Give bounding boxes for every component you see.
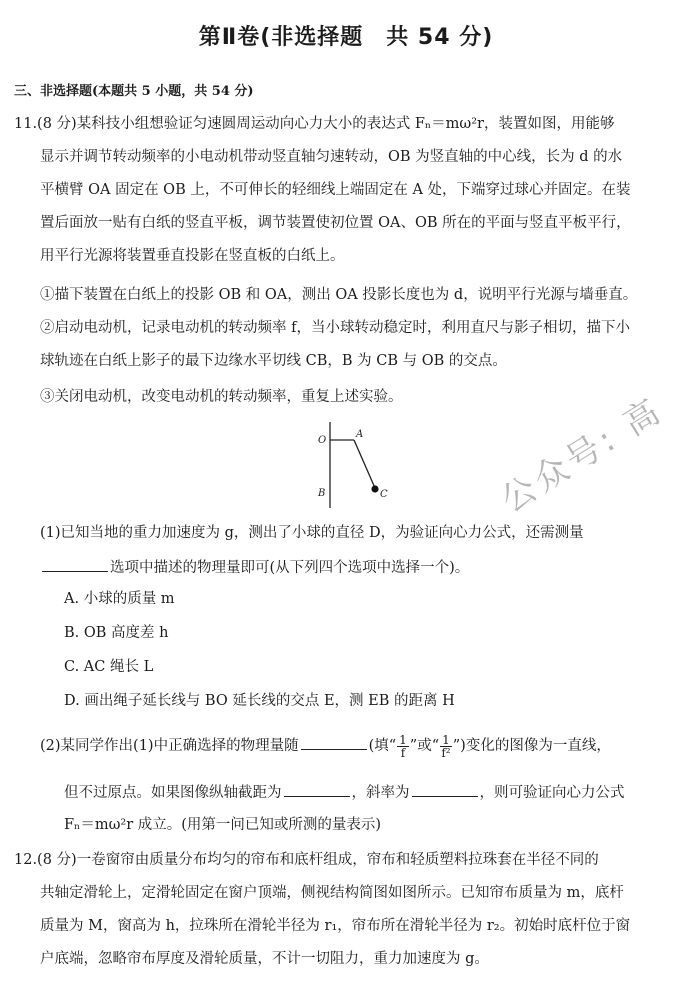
part-title: 第Ⅱ卷(非选择题 共 54 分)	[198, 25, 494, 50]
label-a: A	[356, 429, 364, 440]
answer-blank-4[interactable]	[412, 784, 478, 797]
section-heading: 三、非选择题(本题共 5 小题，共 54 分)	[14, 84, 254, 99]
ball	[371, 485, 378, 492]
option-b: B. OB 高度差 h	[64, 625, 169, 641]
label-b: B	[318, 488, 326, 499]
label-o: O	[318, 435, 327, 446]
fraction-1-over-f: $\frac{1}{f}$	[399, 732, 407, 760]
q12-line-4: 户底端，忽略帘布厚度及滑轮质量，不计一切阻力，重力加速度为 g。	[40, 951, 489, 967]
option-c: C. AC 绳长 L	[64, 659, 154, 675]
q11-sub2-line-1: (2)某同学作出(1)中正确选择的物理量随 (填“ $\frac{1}{f}$ ”或“ $\frac{1}{\text{f²}}$ ”)变化的图像为一直线，	[40, 732, 611, 760]
q12-line-3: 质量为 M，窗高为 h，拉珠所在滑轮半径为 r₁，帘布所在滑轮半径为 r₂。初始时底杆位于窗	[40, 918, 631, 934]
option-d: D. 画出绳子延长线与 BO 延长线的交点 E，测 EB 的距离 H	[64, 693, 455, 709]
q11-sub2-line-2: 但不过原点。如果图像纵轴截距为 ，斜率为 ，则可验证向心力公式	[64, 785, 625, 801]
q11-line-5: 用平行光源将装置垂直投影在竖直板的白纸上。	[40, 248, 345, 264]
q12-line-2: 共轴定滑轮上，定滑轮固定在窗户顶端，侧视结构简图如图所示。已知帘布质量为 m，底杆	[40, 885, 624, 901]
q11-line-3: 平横臂 OA 固定在 OB 上，不可伸长的轻细线上端固定在 A 处，下端穿过球心并固定。在装	[40, 182, 631, 198]
q11-line-2: 显示并调节转动频率的小电动机带动竖直轴匀速转动，OB 为竖直轴的中心线，长为 d 的水	[40, 149, 623, 165]
answer-blank-2[interactable]	[301, 737, 367, 750]
q11-line-1: 11.(8 分)某科技小组想验证匀速圆周运动向心力大小的表达式 Fₙ＝mω²r，装置如图，用能够	[14, 116, 615, 132]
q11-line-4: 置后面放一贴有白纸的竖直平板，调节装置使初位置 OA、OB 所在的平面与竖直平板平行，	[40, 215, 631, 231]
q11-sub1-line-2: 选项中描述的物理量即可(从下列四个选项中选择一个)。	[40, 559, 680, 576]
q11-step-2-cont: 球轨迹在白纸上影子的最下边缘水平切线 CB，B 为 CB 与 OB 的交点。	[40, 353, 507, 369]
q11-step-1: ①描下装置在白纸上的投影 OB 和 OA，测出 OA 投影长度也为 d，说明平行光源与墙垂直。	[40, 287, 638, 303]
string-ac	[354, 440, 375, 488]
answer-blank-3[interactable]	[284, 784, 350, 797]
option-a: A. 小球的质量 m	[64, 591, 175, 607]
apparatus-figure	[310, 420, 400, 510]
watermark: 公众号: 高	[494, 390, 671, 521]
q11-sub1-line-1: (1)已知当地的重力加速度为 g，测出了小球的直径 D，为验证向心力公式，还需测量	[40, 525, 584, 541]
fraction-1-over-f2: $\frac{1}{\text{f²}}$	[441, 732, 451, 760]
q11-sub2-line-3: Fₙ＝mω²r 成立。(用第一问已知或所测的量表示)	[64, 817, 382, 833]
answer-blank-1[interactable]	[42, 559, 108, 572]
q12-line-1: 12.(8 分)一卷窗帘由质量分布均匀的帘布和底杆组成，帘布和轻质塑料拉珠套在半径不同的	[14, 852, 599, 868]
q11-step-3: ③关闭电动机，改变电动机的转动频率，重复上述实验。	[40, 389, 403, 405]
label-c: C	[380, 489, 388, 500]
q11-step-2: ②启动电动机，记录电动机的转动频率 f，当小球转动稳定时，利用直尺与影子相切，描下小	[40, 320, 630, 336]
